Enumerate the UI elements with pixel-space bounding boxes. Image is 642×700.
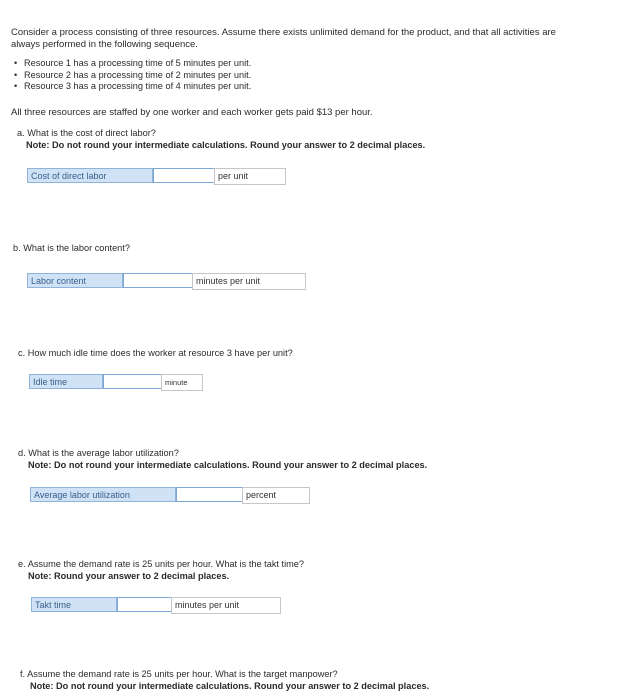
- labor-content-input[interactable]: [123, 273, 193, 288]
- labor-content-label: Labor content: [27, 273, 123, 288]
- question-a-text: a. What is the cost of direct labor?: [17, 128, 156, 138]
- average-labor-utilization-input[interactable]: [176, 487, 244, 502]
- question-e-text: e. Assume the demand rate is 25 units per hour. What is the takt time?: [18, 559, 304, 569]
- question-b: [13, 242, 130, 254]
- question-d: [18, 447, 427, 471]
- average-labor-utilization-unit: percent: [242, 487, 310, 504]
- resource-item: • Resource 1 has a processing time of 5 minutes per unit.: [14, 58, 251, 70]
- takt-time-label: Takt time: [31, 597, 117, 612]
- question-e: [18, 558, 304, 582]
- intro-line-2: always performed in the following sequence.: [11, 39, 198, 50]
- idle-time-input[interactable]: [103, 374, 163, 389]
- resource-item: • Resource 3 has a processing time of 4 minutes per unit.: [14, 81, 251, 93]
- question-f-note: Note: Do not round your intermediate calculations. Round your answer to 2 decimal places.: [30, 681, 430, 691]
- question-a: [17, 127, 425, 151]
- resource-item: • Resource 2 has a processing time of 2 minutes per unit.: [14, 70, 251, 82]
- staffing-text: All three resources are staffed by one worker and each worker gets paid $13 per hour.: [11, 107, 373, 118]
- idle-time-label: Idle time: [29, 374, 103, 389]
- resource-list: [14, 58, 251, 93]
- question-f: [20, 668, 429, 692]
- cost-of-direct-labor-label: Cost of direct labor: [27, 168, 153, 183]
- question-f-text: f. Assume the demand rate is 25 units per hour. What is the target manpower?: [20, 669, 338, 679]
- question-d-text: d. What is the average labor utilization?: [18, 448, 179, 458]
- cost-of-direct-labor-unit: per unit: [214, 168, 286, 185]
- labor-content-unit: minutes per unit: [192, 273, 306, 290]
- question-c-text: c. How much idle time does the worker at resource 3 have per unit?: [18, 348, 293, 358]
- problem-intro: [11, 27, 611, 51]
- question-e-note: Note: Round your answer to 2 decimal places.: [28, 571, 230, 581]
- average-labor-utilization-label: Average labor utilization: [30, 487, 176, 502]
- question-c: [18, 347, 293, 359]
- question-d-note: Note: Do not round your intermediate calculations. Round your answer to 2 decimal places.: [28, 460, 428, 470]
- intro-line-1: Consider a process consisting of three resources. Assume there exists unlimited demand for the product, and that all activities are: [11, 27, 556, 38]
- idle-time-unit: minute: [161, 374, 203, 391]
- takt-time-unit: minutes per unit: [171, 597, 281, 614]
- takt-time-input[interactable]: [117, 597, 173, 612]
- question-a-note: Note: Do not round your intermediate calculations. Round your answer to 2 decimal places.: [26, 140, 426, 150]
- question-b-text: b. What is the labor content?: [13, 243, 130, 253]
